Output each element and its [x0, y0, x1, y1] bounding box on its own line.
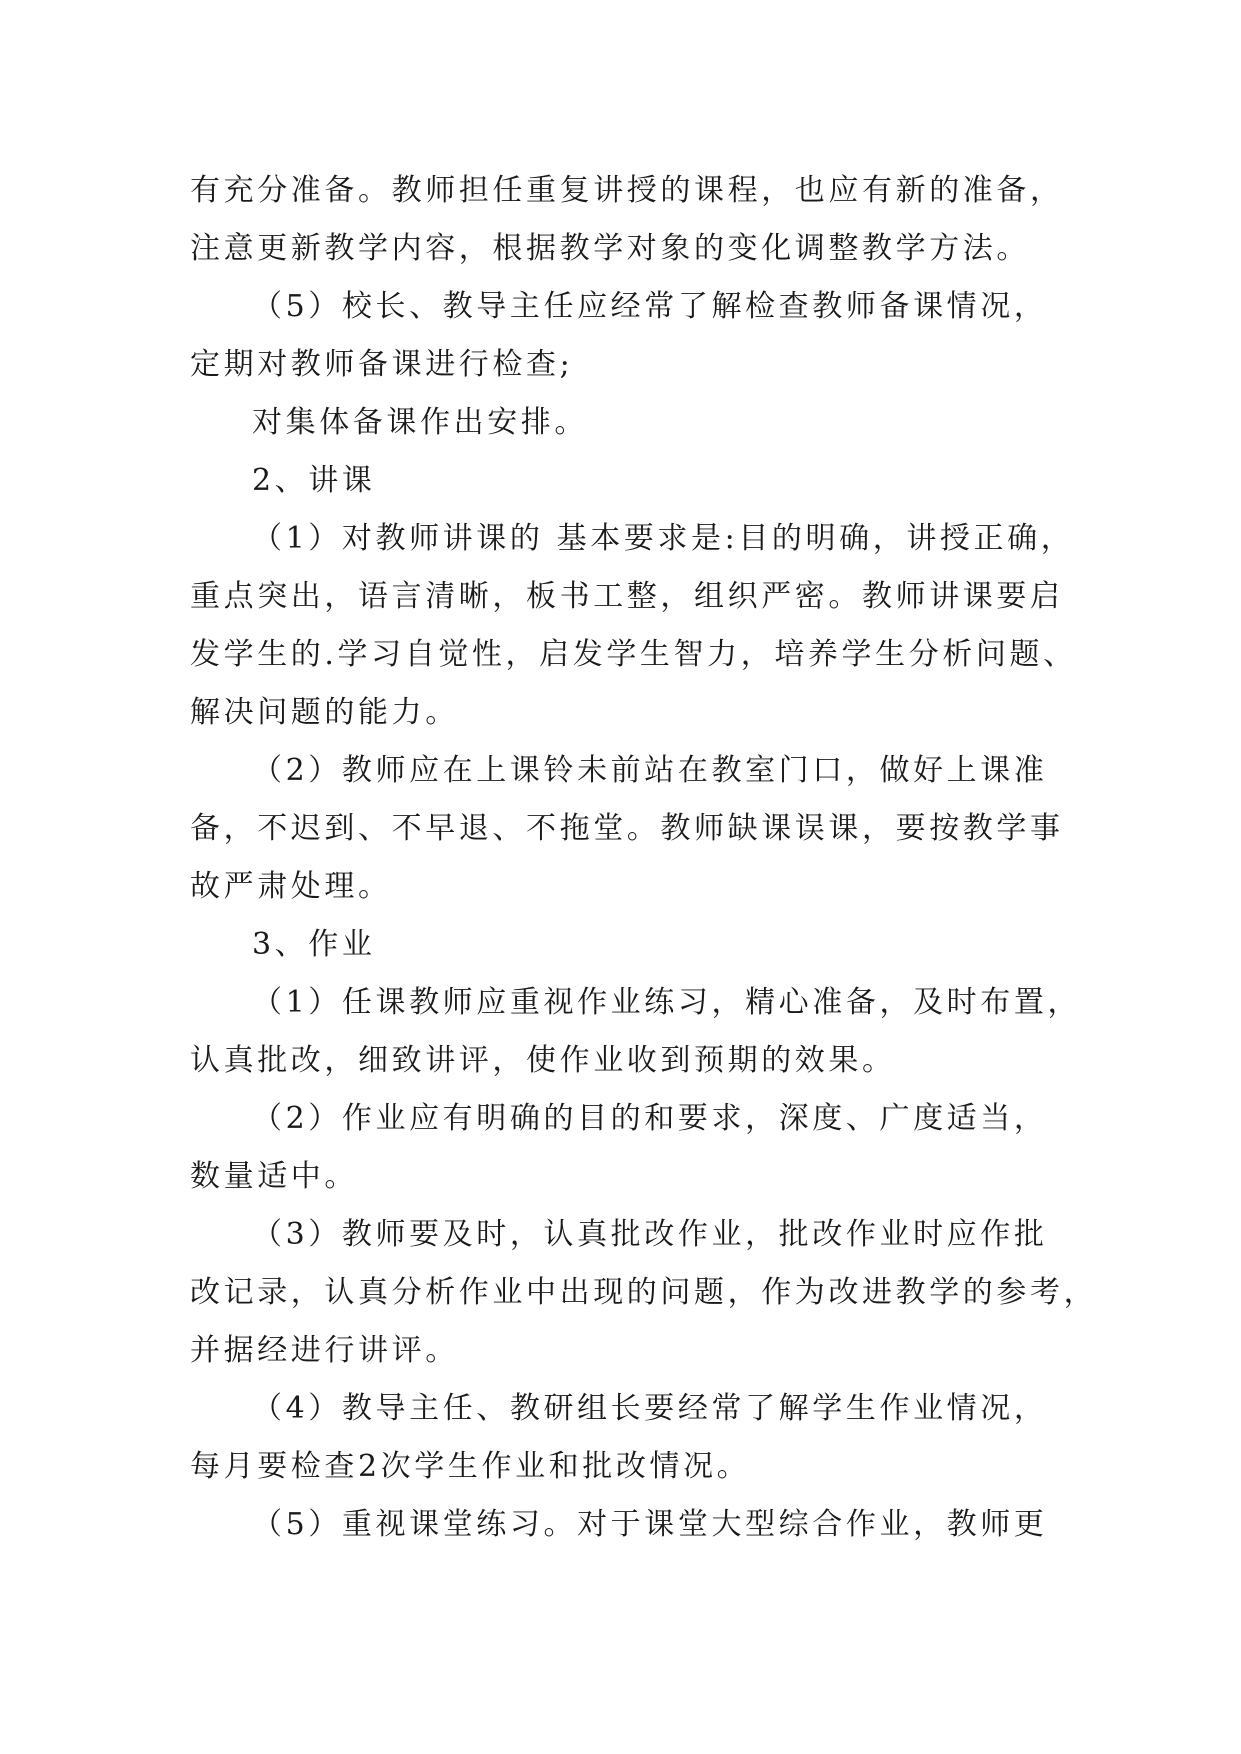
paragraph-line: （5）重视课堂练习。对于课堂大型综合作业，教师更	[252, 1507, 1048, 1542]
paragraph-line: 并据经进行讲评。	[190, 1333, 459, 1368]
paragraph-line: （2）作业应有明确的目的和要求，深度、广度适当，	[252, 1101, 1048, 1136]
paragraph-line: （5）校长、教导主任应经常了解检查教师备课情况，	[252, 289, 1048, 324]
section-heading: 2、讲课	[252, 463, 376, 498]
paragraph-line: （2）教师应在上课铃未前站在教室门口，做好上课准	[252, 753, 1048, 788]
paragraph-line: 改记录，认真分析作业中出现的问题，作为改进教学的参考，	[190, 1275, 1098, 1310]
paragraph-line: 有充分准备。教师担任重复讲授的课程，也应有新的准备，	[190, 173, 1064, 208]
paragraph-line: （1）任课教师应重视作业练习，精心准备，及时布置，	[252, 985, 1082, 1020]
paragraph-line: （4）教导主任、教研组长要经常了解学生作业情况，	[252, 1391, 1048, 1426]
section-heading: 3、作业	[252, 927, 376, 962]
paragraph-line: 注意更新教学内容，根据教学对象的变化调整教学方法。	[190, 231, 1030, 266]
paragraph-line: 认真批改，细致讲评，使作业收到预期的效果。	[190, 1043, 896, 1078]
paragraph-line: 重点突出，语言清晰，板书工整，组织严密。教师讲课要启	[190, 579, 1064, 614]
paragraph-line: 数量适中。	[190, 1159, 358, 1194]
paragraph-line: 故严肃处理。	[190, 869, 392, 904]
document-body	[190, 162, 1098, 1554]
paragraph-line: （1）对教师讲课的 基本要求是:目的明确，讲授正确，	[252, 521, 1075, 556]
paragraph-line: 定期对教师备课进行检查;	[190, 347, 574, 382]
paragraph-line: 发学生的.学习自觉性，启发学生智力，培养学生分析问题、	[190, 637, 1077, 672]
paragraph-line: （3）教师要及时，认真批改作业，批改作业时应作批	[252, 1217, 1048, 1252]
paragraph-line: 对集体备课作出安排。	[252, 405, 588, 440]
paragraph-line: 解决问题的能力。	[190, 695, 459, 730]
paragraph-line: 备，不迟到、不早退、不拖堂。教师缺课误课，要按教学事	[190, 811, 1064, 846]
paragraph-line: 每月要检查2次学生作业和批改情况。	[190, 1449, 751, 1484]
